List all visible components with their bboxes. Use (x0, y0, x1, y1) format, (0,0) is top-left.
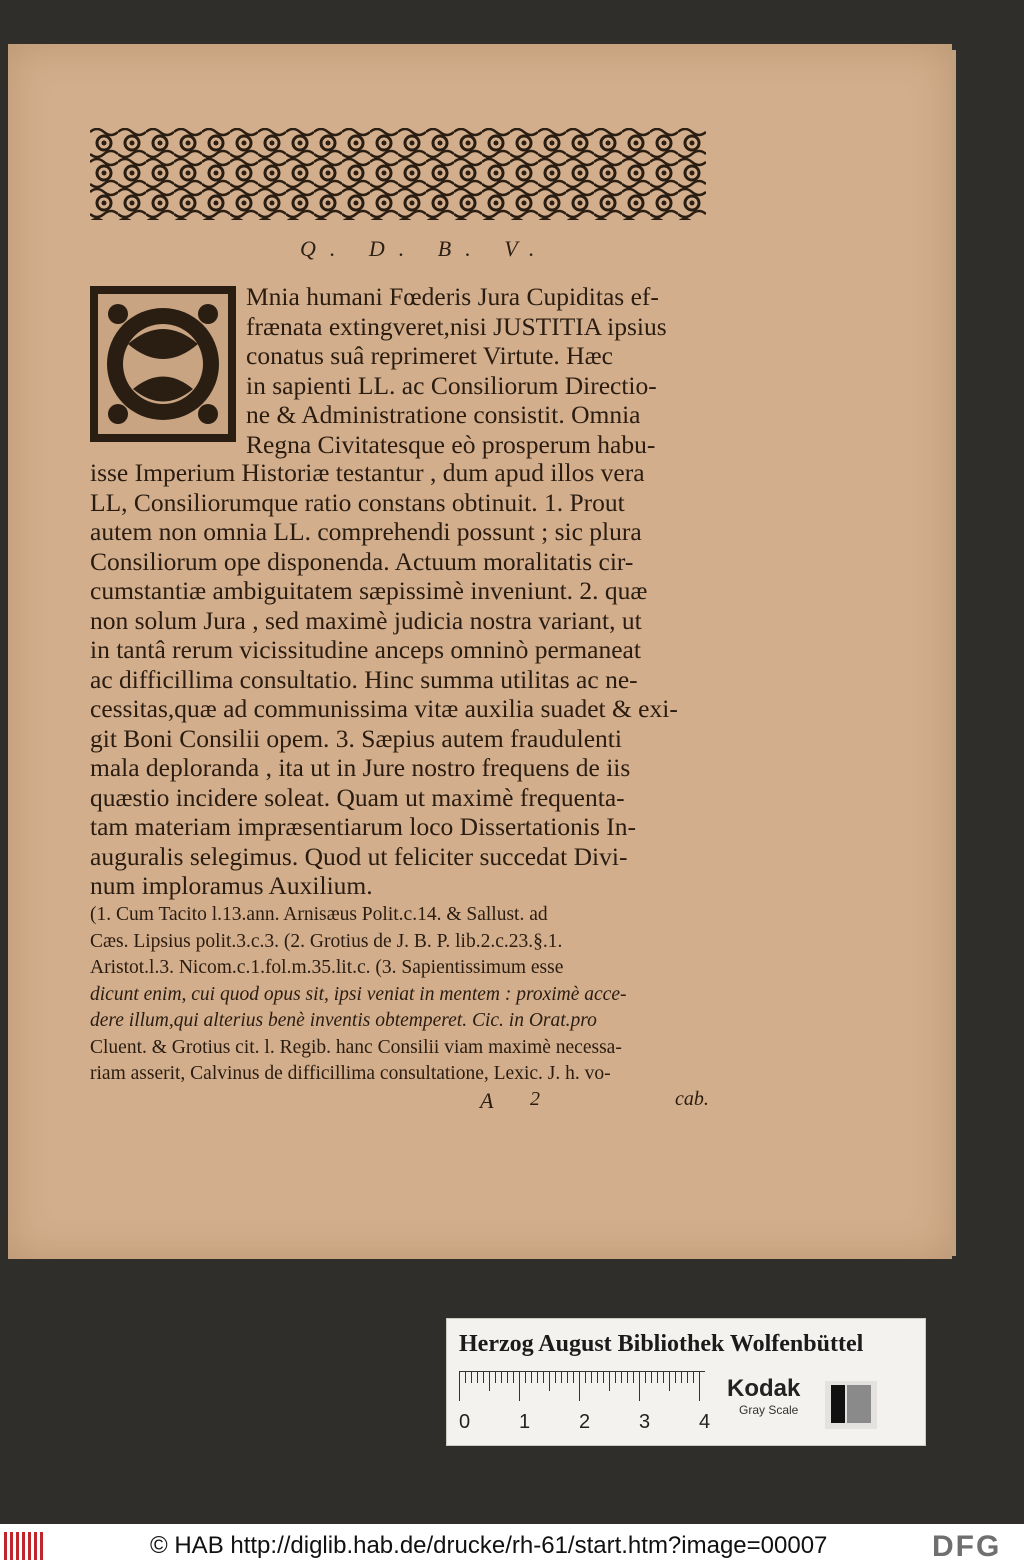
text-line: in sapienti LL. ac Consiliorum Directio- (246, 370, 657, 400)
text-line: conatus suâ reprimeret Virtute. Hæc (246, 341, 613, 370)
note-line: Cluent. & Grotius cit. l. Regib. hanc Consilii viam maximè necessa- (90, 1036, 622, 1058)
text-line: ac difficillima consultatio. Hinc summa utilitas ac ne- (90, 664, 638, 694)
text-line: isse Imperium Historiæ testantur , dum apud illos vera (90, 458, 645, 487)
ruler-number: 0 (459, 1411, 471, 1433)
library-name: Herzog August Bibliothek Wolfenbüttel (459, 1331, 864, 1357)
text-line: auguralis selegimus. Quod ut feliciter succedat Divi- (90, 841, 628, 871)
ruler-tick (627, 1371, 628, 1383)
text-line: frænata extingveret,nisi JUSTITIA ipsius (246, 311, 667, 341)
black-swatch (831, 1385, 845, 1423)
kodak-brand: Kodak (727, 1375, 801, 1402)
text-line: Regna Civitatesque eò prosperum habu- (246, 429, 656, 459)
ruler-tick (693, 1371, 694, 1383)
ruler-number: 3 (639, 1411, 651, 1433)
ruler-tick (573, 1371, 574, 1383)
ruler-number: 2 (579, 1411, 591, 1433)
ruler-tick (549, 1371, 550, 1391)
note-line: dere illum,qui alterius benè inventis obtemperet. Cic. in Orat.pro (90, 1010, 597, 1031)
ruler-tick (579, 1371, 580, 1401)
ruler-tick (543, 1371, 544, 1383)
ruler-tick (651, 1371, 652, 1383)
scale-ruler (459, 1371, 725, 1431)
ruler-tick (609, 1371, 610, 1391)
text-line: Mnia humani Fœderis Jura Cupiditas ef- (246, 282, 659, 311)
ruler-tick (519, 1371, 520, 1401)
ruler-tick (681, 1371, 682, 1383)
ruler-tick (675, 1371, 676, 1383)
ruler-tick (603, 1371, 604, 1383)
ruler-number: 4 (699, 1411, 711, 1433)
gray-scale-caption: Gray Scale (739, 1403, 799, 1417)
text-line: num imploramus Auxilium. (90, 871, 373, 900)
ruler-tick (687, 1371, 688, 1383)
ruler-tick (495, 1371, 496, 1383)
ruler-tick (621, 1371, 622, 1383)
library-label-card (446, 1318, 926, 1446)
ruler-tick (525, 1371, 526, 1383)
ruler-tick (645, 1371, 646, 1383)
note-line: Cæs. Lipsius polit.3.c.3. (2. Grotius de J. B. P. lib.2.c.23.§.1. (90, 930, 563, 952)
text-line: autem non omnia LL. comprehendi possunt ; sic plura (90, 517, 642, 546)
note-line: (1. Cum Tacito l.13.ann. Arnisæus Polit.c.14. & Sallust. ad (90, 904, 548, 925)
text-line: tam materiam impræsentiarum loco Dissertationis In- (90, 812, 636, 841)
ruler-tick (615, 1371, 616, 1383)
note-line: dicunt enim, cui quod opus sit, ipsi veniat in mentem : proximè acce- (90, 983, 627, 1005)
text-line: quæstio incidere soleat. Quam ut maximè frequenta- (90, 782, 625, 812)
ruler-tick (633, 1371, 634, 1383)
note-line: Aristot.l.3. Nicom.c.1.fol.m.35.lit.c. (3. Sapientissimum esse (90, 957, 564, 978)
decorated-initial-o (88, 284, 238, 444)
ruler-tick (639, 1371, 640, 1401)
ruler-tick (483, 1371, 484, 1383)
text-line: ne & Administratione consistit. Omnia (246, 400, 641, 429)
catchword: cab. (675, 1088, 709, 1110)
signature-number: 2 (530, 1088, 540, 1110)
ornamental-headpiece (90, 128, 706, 220)
footer-bar (0, 1524, 1024, 1568)
ruler-tick (597, 1371, 598, 1383)
ruler-tick (507, 1371, 508, 1383)
ruler-number: 1 (519, 1411, 531, 1433)
ruler-tick (537, 1371, 538, 1383)
gray-swatch (847, 1385, 871, 1423)
text-line: cessitas,quæ ad communissima vitæ auxilia suadet & exi- (90, 694, 678, 723)
indented-paragraph (246, 282, 667, 459)
text-line: LL, Consiliorumque ratio constans obtinuit. 1. Prout (90, 487, 625, 517)
ruler-tick (669, 1371, 670, 1391)
page-edge (952, 50, 956, 1256)
footnotes (90, 902, 627, 1088)
ruler-tick (555, 1371, 556, 1383)
ruler-tick (531, 1371, 532, 1383)
ruler-tick (459, 1371, 460, 1401)
ruler-tick (561, 1371, 562, 1383)
dfg-logo: DFG (932, 1530, 1002, 1563)
ruler-tick (567, 1371, 568, 1383)
ruler-tick (591, 1371, 592, 1383)
main-paragraph (90, 458, 678, 901)
page-heading: Q. D. B. V. (300, 236, 549, 261)
copyright-link[interactable]: © HAB http://diglib.hab.de/drucke/rh-61/start.htm?image=00007 (150, 1532, 828, 1559)
ruler-tick (489, 1371, 490, 1391)
ruler-tick (465, 1371, 466, 1383)
text-line: cumstantiæ ambiguitatem sæpissimè inveniunt. 2. quæ (90, 576, 648, 605)
ruler-tick (501, 1371, 502, 1383)
ruler-tick (513, 1371, 514, 1383)
text-line: non solum Jura , sed maximè judicia nostra variant, ut (90, 605, 642, 635)
ruler-tick (477, 1371, 478, 1383)
note-line: riam asserit, Calvinus de difficillima consultatione, Lexic. J. h. vo- (90, 1063, 611, 1084)
ruler-tick (471, 1371, 472, 1383)
signature-mark: A (480, 1088, 494, 1113)
text-line: Consiliorum ope disponenda. Actuum moralitatis cir- (90, 546, 634, 576)
ruler-tick (663, 1371, 664, 1383)
text-line: mala deploranda , ita ut in Jure nostro frequens de iis (90, 753, 631, 782)
hab-logo-icon (4, 1532, 46, 1560)
ruler-tick (699, 1371, 700, 1401)
text-line: git Boni Consilii opem. 3. Sæpius autem fraudulenti (90, 723, 622, 753)
ruler-tick (657, 1371, 658, 1383)
text-line: in tantâ rerum vicissitudine anceps omninò permaneat (90, 635, 641, 664)
ruler-tick (585, 1371, 586, 1383)
